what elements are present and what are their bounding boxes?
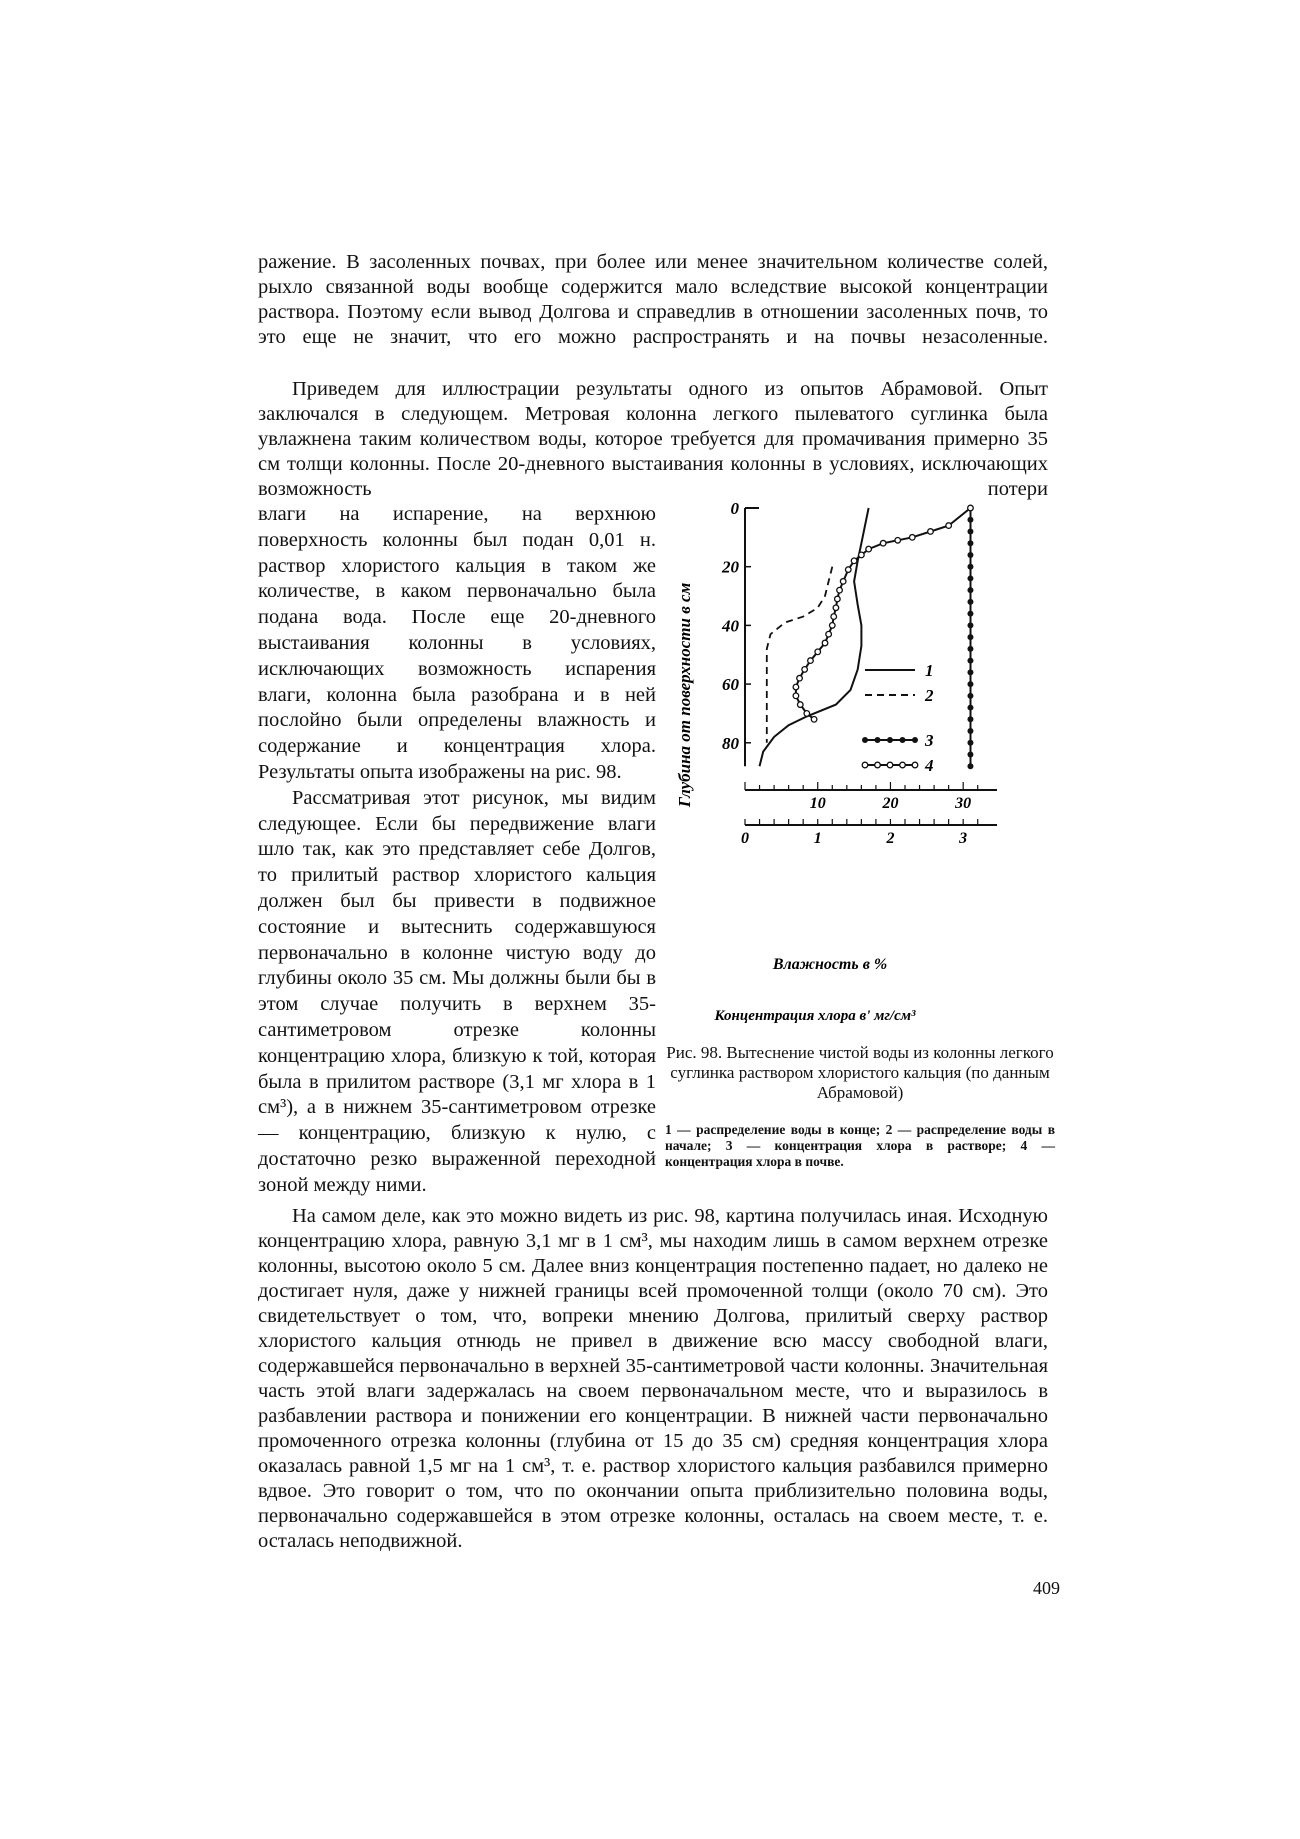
legend-label-3: 3 xyxy=(925,731,934,750)
series-4-point xyxy=(793,684,799,690)
series-3-point xyxy=(967,681,973,687)
legend-label-4: 4 xyxy=(925,756,934,775)
series-4-point xyxy=(797,702,803,708)
series-4-point xyxy=(815,649,821,655)
series-4-point xyxy=(866,546,872,552)
y-tick-label: 60 xyxy=(722,675,739,695)
series-3-point xyxy=(967,716,973,722)
series-3-point xyxy=(967,552,973,558)
series-4-point xyxy=(946,523,952,529)
series-4-point xyxy=(804,711,810,717)
legend-marker-4 xyxy=(875,762,881,768)
series-4-point xyxy=(909,535,915,541)
series-1-line xyxy=(760,508,869,766)
series-4-point xyxy=(859,552,865,558)
paragraph-1: ражение. В засоленных почвах, при более или менее значительном количестве солей, рыхло связанной воды вообще содержится мало вследствие высокой концентрации раствора. Поэтому если вывод Долгова и справедлив в отношении засоленных почв, то это еще не значит, что его можно распространять и на почвы незасоленные. xyxy=(258,251,1048,348)
series-3-point xyxy=(967,622,973,628)
series-4-point xyxy=(845,567,851,573)
legend-marker-3 xyxy=(900,737,906,743)
series-3-point xyxy=(967,575,973,581)
series-3-point xyxy=(967,728,973,734)
legend-marker-3 xyxy=(862,737,868,743)
x-tick-label-moisture: 10 xyxy=(809,795,826,812)
series-4-point xyxy=(826,631,832,637)
legend-marker-4 xyxy=(900,762,906,768)
chart-series xyxy=(760,505,974,769)
legend-marker-4 xyxy=(912,762,918,768)
series-3-point xyxy=(967,564,973,570)
figure-legend-note: 1 — распределение воды в конце; 2 — распределение воды в начале; 3 — концентрация хлора в растворе; 4 — концентрация хлора в почве. xyxy=(665,1122,1055,1169)
series-3-point xyxy=(967,587,973,593)
series-3-point xyxy=(967,599,973,605)
series-4-point xyxy=(829,623,835,629)
series-4-point xyxy=(851,558,857,564)
figure-caption: Рис. 98. Вытеснение чистой воды из колонны легкого суглинка раствором хлористого кальция (по данным Абрамовой) xyxy=(666,1043,1054,1102)
paragraph-3: Рассматривая этот рисунок, мы видим следующее. Если бы передвижение влаги шло так, как это представляет себе Долгов, то прилитый раствор хлористого кальция должен был бы привести в подвижное состояние и вытеснить содержавшуюся первоначально в колонне чистую воду до глубины около 35 см. Мы должны были бы в этом случае получить в верхнем 35-сантиметровом отрезке колонны концентрацию хлора, близкую к той, которая была в прилитом растворе (3,1 мг хлора в 1 см³), а в нижнем 35-сантиметровом отрезке — концентрацию, близкую к нулю, с достаточно резко выраженной переходной зоной между ними. xyxy=(258,786,656,1196)
series-3-point xyxy=(967,611,973,617)
paragraph-4: На самом деле, как это можно видеть из рис. 98, картина получилась иная. Исходную концентрацию хлора, равную 3,1 мг в 1 см³, мы находим лишь в самом верхнем отрезке колонны, высотою около 5 см. Далее вниз концентрация постепенно падает, но далеко не достигает нуля, даже у нижней границы всей промоченной толщи (около 70 см). Это свидетельствует о том, что, вопреки мнению Долгова, прилитый сверху раствор хлористого кальция отнюдь не привел в движение всю массу свободной влаги, содержавшейся первоначально в верхней 35-сантиметровой части колонны. Значительная часть этой влаги задержалась на своем первоначальном месте, что и выразилось в разбавлении раствора и понижении его концентрации. В нижней части первоначально промоченного отрезка колонны (глубина от 15 до 35 см) средняя концентрация хлора оказалась равной 1,5 мг на 1 см³, т. е. раствор хлористого кальция разбавился примерно вдвое. Это говорит о том, что по окончании опыта приблизительно половина воды, первоначально содержавшейся в этом отрезке колонны, осталась на своем месте, т. е. осталась неподвижной. xyxy=(258,1205,1048,1552)
x-tick-label-moisture: 30 xyxy=(955,795,972,812)
y-tick-label: 0 xyxy=(730,499,739,518)
series-4-point xyxy=(831,614,837,620)
paragraph-2: Приведем для иллюстрации результаты одного из опытов Абрамовой. Опыт заключался в следующем. Метровая колонна легкого пылеватого суглинка была увлажнена таким количеством воды, которое требуется для промачивания примерно 35 см толщи колонны. После 20-дневного выстаивания колонны в условиях, исключающих возможность потери xyxy=(258,378,1048,500)
series-4-point xyxy=(968,505,974,511)
series-4-point xyxy=(811,717,817,723)
series-4-point xyxy=(895,537,901,543)
series-3-point xyxy=(967,517,973,523)
series-2-line xyxy=(767,567,833,743)
legend-label-2: 2 xyxy=(925,686,934,705)
series-4-point xyxy=(793,693,799,699)
series-3-point xyxy=(967,540,973,546)
x-axis-label-moisture: Влажность в % xyxy=(772,956,888,973)
series-3-point xyxy=(967,634,973,640)
x-tick-label-chlorine: 1 xyxy=(813,830,822,847)
series-4-point xyxy=(835,596,841,602)
series-4-point xyxy=(822,640,828,646)
series-4-point xyxy=(808,658,814,664)
series-4-point xyxy=(797,675,803,681)
series-3-point xyxy=(967,740,973,746)
x-axis-label-chlorine: Концентрация хлора в' мг/см³ xyxy=(714,1008,916,1024)
series-4-point xyxy=(802,667,808,673)
legend-marker-4 xyxy=(887,762,893,768)
series-3-point xyxy=(967,763,973,769)
legend-marker-3 xyxy=(875,737,881,743)
series-3-point xyxy=(967,693,973,699)
chart-legend xyxy=(862,661,934,775)
legend-marker-3 xyxy=(887,737,893,743)
series-3-point xyxy=(967,658,973,664)
series-4-point xyxy=(840,579,846,585)
series-4-line xyxy=(796,508,971,719)
legend-label-1: 1 xyxy=(925,661,934,680)
y-tick-label: 20 xyxy=(722,557,739,577)
series-3-point xyxy=(967,705,973,711)
legend-marker-3 xyxy=(912,737,918,743)
y-tick-label: 80 xyxy=(722,733,739,753)
series-4-point xyxy=(837,587,843,593)
legend-marker-4 xyxy=(862,762,868,768)
paragraph-2-continuation: влаги на испарение, на верхнюю поверхность колонны был подан 0,01 н. раствор хлористого кальция в таком же количестве, в каком первоначально была подана вода. После еще 20-дневного выстаивания колонны в условиях, исключающих возможность испарения влаги, колонна была разобрана и в ней послойно были определены влажность и содержание и концентрация хлора. Результаты опыта изображены на рис. 98. xyxy=(258,503,656,783)
series-4-point xyxy=(880,540,886,546)
x-tick-label-chlorine: 2 xyxy=(886,830,895,847)
series-4-point xyxy=(928,529,934,535)
wrapped-text-column xyxy=(258,502,656,1199)
series-4-point xyxy=(833,605,839,611)
x-tick-label-chlorine: 3 xyxy=(959,830,968,847)
y-axis-label: Глубина от поверхности в см xyxy=(675,582,694,808)
series-3-point xyxy=(967,752,973,758)
series-3-point xyxy=(967,528,973,534)
figure-98-chart xyxy=(665,490,1055,1050)
x-tick-label-chlorine: 0 xyxy=(741,830,749,847)
x-tick-label-moisture: 20 xyxy=(882,795,899,812)
page-number: 409 xyxy=(1033,1578,1060,1598)
series-3-point xyxy=(967,646,973,652)
y-tick-label: 40 xyxy=(722,616,739,636)
series-3-point xyxy=(967,669,973,675)
